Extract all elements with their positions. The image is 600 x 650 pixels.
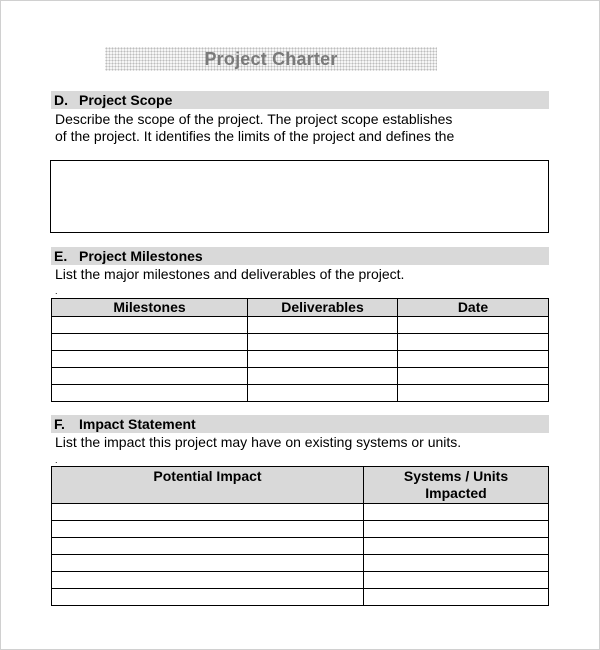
scope-description-line-1: Describe the scope of the project. The project scope establishes	[55, 111, 453, 127]
column-header-systems-units-impacted: Systems / Units Impacted	[364, 467, 549, 504]
table-row	[52, 555, 549, 572]
table-cell[interactable]	[248, 368, 398, 385]
impact-table	[51, 466, 549, 606]
table-row	[52, 572, 549, 589]
scope-description-line-2: of the project. It identifies the limits of the project and defines the	[55, 128, 455, 144]
table-cell[interactable]	[52, 538, 364, 555]
table-cell[interactable]	[398, 368, 549, 385]
page-title: Project Charter	[204, 48, 338, 69]
list-marker: .	[55, 455, 58, 465]
section-letter: E.	[54, 248, 68, 264]
table-row	[52, 351, 549, 368]
table-cell[interactable]	[364, 538, 549, 555]
section-letter: D.	[54, 92, 68, 108]
section-title: Impact Statement	[79, 416, 196, 432]
table-cell[interactable]	[398, 334, 549, 351]
milestones-description: List the major milestones and deliverables of the project.	[55, 266, 405, 282]
table-cell[interactable]	[52, 317, 248, 334]
table-row	[52, 521, 549, 538]
table-cell[interactable]	[52, 504, 364, 521]
table-cell[interactable]	[52, 385, 248, 402]
column-header-deliverables: Deliverables	[248, 299, 398, 317]
table-cell[interactable]	[52, 589, 364, 606]
table-cell[interactable]	[52, 368, 248, 385]
table-cell[interactable]	[52, 521, 364, 538]
table-row	[52, 334, 549, 351]
table-cell[interactable]	[52, 334, 248, 351]
section-impact-heading	[51, 415, 549, 433]
table-cell[interactable]	[398, 317, 549, 334]
table-cell[interactable]	[364, 555, 549, 572]
section-milestones-heading	[51, 247, 549, 265]
table-cell[interactable]	[398, 385, 549, 402]
section-title: Project Milestones	[79, 248, 203, 264]
section-title: Project Scope	[79, 92, 173, 108]
table-row	[52, 317, 549, 334]
table-cell[interactable]	[364, 572, 549, 589]
table-cell[interactable]	[398, 351, 549, 368]
column-header-milestones: Milestones	[52, 299, 248, 317]
column-header-potential-impact: Potential Impact	[52, 467, 364, 504]
table-row	[52, 368, 549, 385]
scope-text-box[interactable]	[50, 160, 549, 233]
table-cell[interactable]	[248, 351, 398, 368]
table-cell[interactable]	[364, 521, 549, 538]
table-row	[52, 538, 549, 555]
column-header-date: Date	[398, 299, 549, 317]
table-row	[52, 589, 549, 606]
table-cell[interactable]	[52, 572, 364, 589]
table-cell[interactable]	[52, 555, 364, 572]
table-header-row	[52, 299, 549, 317]
section-letter: F.	[54, 416, 65, 432]
table-cell[interactable]	[364, 504, 549, 521]
title-band	[105, 47, 437, 71]
table-cell[interactable]	[248, 334, 398, 351]
milestones-table	[51, 298, 549, 402]
table-cell[interactable]	[248, 317, 398, 334]
list-marker: .	[55, 286, 58, 296]
impact-description: List the impact this project may have on existing systems or units.	[55, 434, 462, 450]
table-header-row	[52, 467, 549, 504]
table-cell[interactable]	[248, 385, 398, 402]
table-row	[52, 504, 549, 521]
table-row	[52, 385, 549, 402]
section-scope-heading	[51, 91, 549, 109]
table-cell[interactable]	[52, 351, 248, 368]
table-cell[interactable]	[364, 589, 549, 606]
